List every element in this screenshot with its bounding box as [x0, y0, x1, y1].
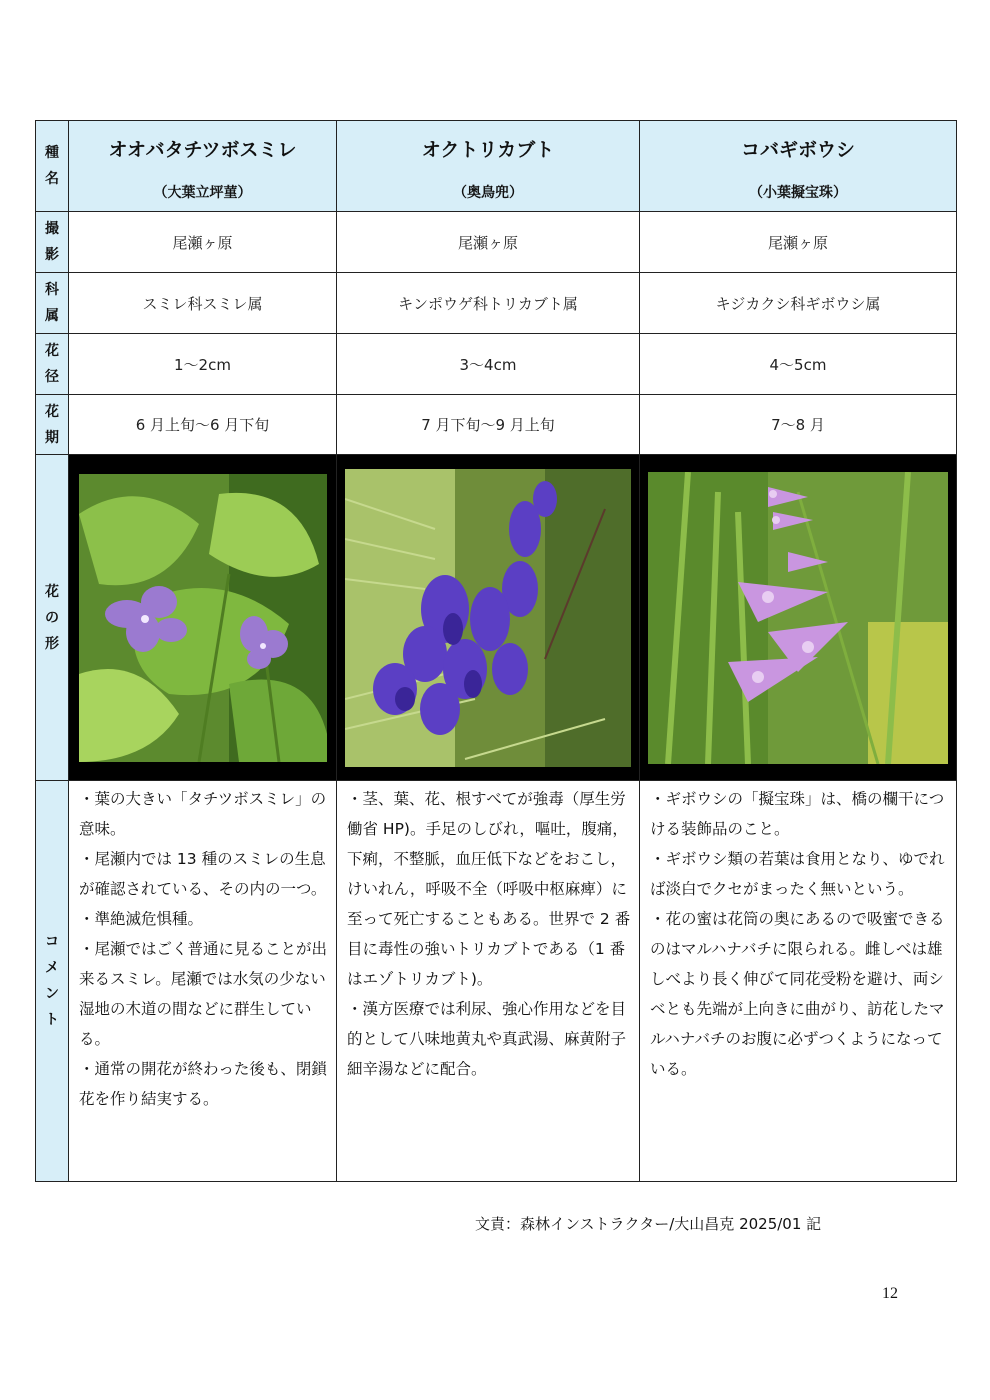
label-period: 花 期 [36, 395, 69, 455]
label-flower-shape: 花 の 形 [36, 455, 69, 781]
comment-paragraph: ・尾瀬内では 13 種のスミレの生息が確認されている、その内の一つ。 [79, 850, 327, 898]
diameter-cell: 3～4cm [337, 334, 640, 395]
period-cell: 7～8 月 [640, 395, 957, 455]
species-kanji: （大葉立坪菫） [153, 184, 252, 201]
label-comment: コ メ ン ト [36, 781, 69, 1182]
hosta-photo [648, 472, 948, 764]
comment-paragraph: ・ギボウシ類の若葉は食用となり、ゆでれば淡白でクセがまったく無いという。 [650, 850, 945, 898]
species-header-2 [337, 121, 640, 212]
period-cell: 6 月上旬～6 月下旬 [69, 395, 337, 455]
photo-cell-hosta [640, 455, 957, 781]
comment-paragraph: ・通常の開花が終わった後も、閉鎖花を作り結実する。 [79, 1060, 327, 1108]
comment-paragraph: ・花の蜜は花筒の奥にあるので吸蜜できるのはマルハナバチに限られる。雌しべは雄しべより長く伸びて同花受粉を避け、両シベとも先端が上向きに曲がり、訪花したマルハナバチのお腹に必ずつくようになっている。 [650, 910, 945, 1078]
diameter-cell: 1～2cm [69, 334, 337, 395]
page-number: 12 [882, 1285, 898, 1302]
family-cell: キンポウゲ科トリカブト属 [337, 273, 640, 334]
label-family: 科 属 [36, 273, 69, 334]
photo-cell-violet [69, 455, 337, 781]
location-cell: 尾瀬ヶ原 [640, 212, 957, 273]
violet-photo [79, 474, 327, 762]
author-credit: 文責：森林インストラクター/大山昌克 2025/01 記 [475, 1215, 822, 1233]
species-table [35, 120, 957, 1182]
comment-paragraph: ・ギボウシの「擬宝珠」は、橋の欄干につける装飾品のこと。 [650, 790, 945, 838]
location-cell: 尾瀬ヶ原 [69, 212, 337, 273]
label-location: 撮 影 [36, 212, 69, 273]
location-cell: 尾瀬ヶ原 [337, 212, 640, 273]
comment-paragraph: ・準絶滅危惧種。 [79, 910, 204, 928]
species-header-1 [69, 121, 337, 212]
photo-cell-aconitum [337, 455, 640, 781]
aconitum-photo [345, 469, 631, 767]
label-species-name: 種 名 [36, 121, 69, 212]
family-cell: スミレ科スミレ属 [69, 273, 337, 334]
species-kanji: （小葉擬宝珠） [749, 184, 847, 201]
species-name: オクトリカブト [421, 138, 555, 161]
family-cell: キジカクシ科ギボウシ属 [640, 273, 957, 334]
species-name: コバギボウシ [740, 138, 855, 161]
comment-cell-3 [640, 781, 957, 1182]
comment-paragraph: ・漢方医療では利尿、強心作用などを目的として八味地黄丸や真武湯、麻黄附子細辛湯などに配合。 [347, 1000, 627, 1078]
comment-cell-2 [337, 781, 640, 1182]
comment-paragraph: ・尾瀬ではごく普通に見ることが出来るスミレ。尾瀬では水気の少ない湿地の木道の間などに群生している。 [79, 940, 328, 1048]
species-kanji: （奥鳥兜） [453, 184, 523, 201]
label-diameter: 花 径 [36, 334, 69, 395]
species-header-3 [640, 121, 957, 212]
period-cell: 7 月下旬～9 月上旬 [337, 395, 640, 455]
comment-paragraph: ・茎、葉、花、根すべてが強毒（厚生労働省 HP)。手足のしびれ，嘔吐，腹痛，下痢，不整脈，血圧低下などをおこし，けいれん，呼吸不全（呼吸中枢麻痺）に至って死亡することもある。世界で 2 番目に毒性の強いトリカブトである（1 番はエゾトリカブト)。 [347, 790, 631, 988]
comment-cell-1 [69, 781, 337, 1182]
species-name: オオバタチツボスミレ [108, 138, 297, 161]
diameter-cell: 4～5cm [640, 334, 957, 395]
comment-paragraph: ・葉の大きい「タチツボスミレ」の意味。 [79, 790, 327, 838]
